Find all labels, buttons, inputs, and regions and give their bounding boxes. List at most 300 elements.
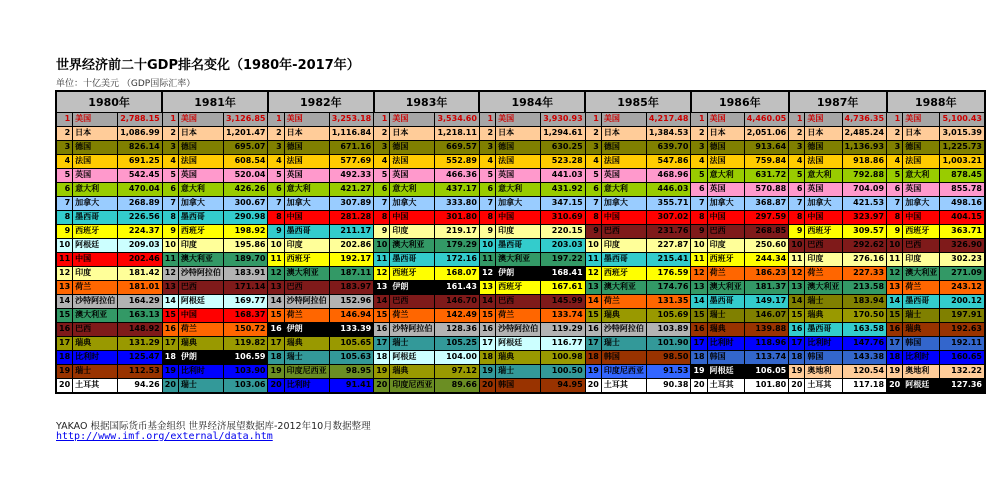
country-cell: 比利时 <box>707 337 744 351</box>
country-cell: 阿根廷 <box>390 351 435 365</box>
country-cell: 伊朗 <box>284 323 329 337</box>
value-cell: 547.86 <box>646 155 690 169</box>
value-cell: 301.80 <box>435 211 479 225</box>
country-cell: 中国 <box>707 211 744 225</box>
country-cell: 加拿大 <box>390 197 435 211</box>
rank-cell: 18 <box>691 351 707 365</box>
country-cell: 印度 <box>601 239 646 253</box>
value-cell: 89.66 <box>435 379 479 394</box>
value-cell: 4,736.35 <box>842 113 886 127</box>
value-cell: 691.25 <box>118 155 162 169</box>
value-cell: 224.37 <box>118 225 162 239</box>
rank-cell: 15 <box>585 309 601 323</box>
country-cell: 中国 <box>73 253 118 267</box>
table-row <box>56 169 985 183</box>
rank-cell: 17 <box>789 337 805 351</box>
rank-cell: 12 <box>374 267 390 281</box>
rank-cell: 6 <box>887 183 903 197</box>
rank-cell: 2 <box>162 127 178 141</box>
rank-cell: 1 <box>479 113 495 127</box>
country-cell: 巴西 <box>178 281 223 295</box>
country-cell: 墨西哥 <box>601 253 646 267</box>
year-header: 1987年 <box>789 91 887 113</box>
value-cell: 297.59 <box>744 211 788 225</box>
country-cell: 荷兰 <box>601 295 646 309</box>
value-cell: 183.91 <box>223 267 267 281</box>
unit-label: 单位：十亿美元 （GDP国际汇率） <box>56 79 196 89</box>
value-cell: 355.71 <box>646 197 690 211</box>
country-cell: 荷兰 <box>73 281 118 295</box>
country-cell: 法国 <box>496 155 541 169</box>
value-cell: 639.70 <box>646 141 690 155</box>
value-cell: 187.11 <box>329 267 373 281</box>
rank-cell: 15 <box>162 309 178 323</box>
value-cell: 307.02 <box>646 211 690 225</box>
country-cell: 巴西 <box>601 225 646 239</box>
value-cell: 152.96 <box>329 295 373 309</box>
rank-cell: 6 <box>789 183 805 197</box>
value-cell: 792.88 <box>842 169 886 183</box>
value-cell: 913.64 <box>744 141 788 155</box>
rank-cell: 12 <box>585 267 601 281</box>
rank-cell: 15 <box>374 309 390 323</box>
page-title: 世界经济前二十GDP排名变化（1980年-2017年） <box>56 58 360 73</box>
value-cell: 169.77 <box>223 295 267 309</box>
value-cell: 446.03 <box>646 183 690 197</box>
year-header: 1986年 <box>691 91 789 113</box>
table-row <box>56 337 985 351</box>
rank-cell: 4 <box>268 155 284 169</box>
value-cell: 104.00 <box>435 351 479 365</box>
value-cell: 326.90 <box>940 239 985 253</box>
rank-cell: 14 <box>691 295 707 309</box>
country-cell: 中国 <box>496 211 541 225</box>
country-cell: 印度 <box>73 267 118 281</box>
rank-cell: 11 <box>887 253 903 267</box>
value-cell: 128.36 <box>435 323 479 337</box>
value-cell: 120.54 <box>842 365 886 379</box>
rank-cell: 9 <box>887 225 903 239</box>
value-cell: 147.76 <box>842 337 886 351</box>
rank-cell: 20 <box>479 379 495 394</box>
country-cell: 美国 <box>496 113 541 127</box>
value-cell: 307.89 <box>329 197 373 211</box>
value-cell: 97.12 <box>435 365 479 379</box>
value-cell: 1,003.21 <box>940 155 985 169</box>
country-cell: 西班牙 <box>903 225 940 239</box>
rank-cell: 5 <box>268 169 284 183</box>
rank-cell: 2 <box>691 127 707 141</box>
rank-cell: 3 <box>268 141 284 155</box>
table-row <box>56 239 985 253</box>
rank-cell: 2 <box>268 127 284 141</box>
rank-cell: 19 <box>691 365 707 379</box>
country-cell: 德国 <box>601 141 646 155</box>
country-cell: 瑞士 <box>73 365 118 379</box>
value-cell: 368.87 <box>744 197 788 211</box>
rank-cell: 5 <box>374 169 390 183</box>
imf-data-link[interactable]: http://www.imf.org/external/data.htm <box>56 431 273 442</box>
country-cell: 日本 <box>903 127 940 141</box>
rank-cell: 17 <box>374 337 390 351</box>
value-cell: 292.62 <box>842 239 886 253</box>
rank-cell: 4 <box>887 155 903 169</box>
value-cell: 1,294.61 <box>541 127 585 141</box>
rank-cell: 9 <box>691 225 707 239</box>
rank-cell: 20 <box>56 379 73 394</box>
value-cell: 4,217.48 <box>646 113 690 127</box>
rank-cell: 17 <box>268 337 284 351</box>
rank-cell: 8 <box>479 211 495 225</box>
value-cell: 192.63 <box>940 323 985 337</box>
rank-cell: 20 <box>374 379 390 394</box>
country-cell: 西班牙 <box>601 267 646 281</box>
rank-cell: 1 <box>691 113 707 127</box>
value-cell: 211.17 <box>329 225 373 239</box>
year-header: 1980年 <box>56 91 162 113</box>
rank-cell: 4 <box>162 155 178 169</box>
country-cell: 荷兰 <box>284 309 329 323</box>
rank-cell: 3 <box>585 141 601 155</box>
rank-cell: 19 <box>374 365 390 379</box>
country-cell: 瑞典 <box>601 309 646 323</box>
rank-cell: 1 <box>162 113 178 127</box>
country-cell: 意大利 <box>805 169 842 183</box>
value-cell: 426.26 <box>223 183 267 197</box>
country-cell: 巴西 <box>73 323 118 337</box>
value-cell: 172.16 <box>435 253 479 267</box>
rank-cell: 16 <box>268 323 284 337</box>
value-cell: 118.96 <box>744 337 788 351</box>
value-cell: 3,015.39 <box>940 127 985 141</box>
value-cell: 171.14 <box>223 281 267 295</box>
rank-cell: 15 <box>479 309 495 323</box>
country-cell: 加拿大 <box>707 197 744 211</box>
value-cell: 220.15 <box>541 225 585 239</box>
rank-cell: 13 <box>789 281 805 295</box>
country-cell: 英国 <box>73 169 118 183</box>
country-cell: 巴西 <box>903 239 940 253</box>
country-cell: 法国 <box>284 155 329 169</box>
country-cell: 巴西 <box>805 239 842 253</box>
country-cell: 阿根廷 <box>903 379 940 394</box>
table-row <box>56 295 985 309</box>
value-cell: 3,253.18 <box>329 113 373 127</box>
value-cell: 132.22 <box>940 365 985 379</box>
country-cell: 瑞士 <box>903 309 940 323</box>
country-cell: 瑞士 <box>496 365 541 379</box>
value-cell: 103.89 <box>646 323 690 337</box>
country-cell: 瑞典 <box>178 337 223 351</box>
value-cell: 90.38 <box>646 379 690 394</box>
value-cell: 695.07 <box>223 141 267 155</box>
value-cell: 119.29 <box>541 323 585 337</box>
country-cell: 日本 <box>805 127 842 141</box>
country-cell: 加拿大 <box>805 197 842 211</box>
rank-cell: 20 <box>691 379 707 394</box>
year-header: 1984年 <box>479 91 585 113</box>
value-cell: 100.50 <box>541 365 585 379</box>
value-cell: 404.15 <box>940 211 985 225</box>
value-cell: 323.97 <box>842 211 886 225</box>
value-cell: 174.76 <box>646 281 690 295</box>
table-row <box>56 281 985 295</box>
value-cell: 3,930.93 <box>541 113 585 127</box>
rank-cell: 2 <box>374 127 390 141</box>
rank-cell: 15 <box>887 309 903 323</box>
value-cell: 192.11 <box>940 337 985 351</box>
table-row <box>56 211 985 225</box>
rank-cell: 6 <box>691 183 707 197</box>
rank-cell: 7 <box>789 197 805 211</box>
value-cell: 105.63 <box>329 351 373 365</box>
rank-cell: 10 <box>479 239 495 253</box>
rank-cell: 16 <box>789 323 805 337</box>
country-cell: 美国 <box>707 113 744 127</box>
value-cell: 437.17 <box>435 183 479 197</box>
country-cell: 巴西 <box>496 295 541 309</box>
country-cell: 瑞典 <box>707 323 744 337</box>
value-cell: 117.18 <box>842 379 886 394</box>
value-cell: 139.88 <box>744 323 788 337</box>
rank-cell: 1 <box>56 113 73 127</box>
country-cell: 法国 <box>805 155 842 169</box>
rank-cell: 17 <box>56 337 73 351</box>
rank-cell: 9 <box>789 225 805 239</box>
country-cell: 沙特阿拉伯 <box>178 267 223 281</box>
country-cell: 沙特阿拉伯 <box>284 295 329 309</box>
value-cell: 105.69 <box>646 309 690 323</box>
value-cell: 542.45 <box>118 169 162 183</box>
country-cell: 比利时 <box>178 365 223 379</box>
country-cell: 瑞典 <box>903 323 940 337</box>
value-cell: 94.95 <box>541 379 585 394</box>
rank-cell: 7 <box>479 197 495 211</box>
rank-cell: 11 <box>479 253 495 267</box>
table-row <box>56 183 985 197</box>
country-cell: 比利时 <box>284 379 329 394</box>
country-cell: 瑞士 <box>601 337 646 351</box>
value-cell: 3,534.60 <box>435 113 479 127</box>
value-cell: 671.16 <box>329 141 373 155</box>
table-row <box>56 365 985 379</box>
country-cell: 意大利 <box>73 183 118 197</box>
value-cell: 1,086.99 <box>118 127 162 141</box>
rank-cell: 17 <box>585 337 601 351</box>
country-cell: 日本 <box>707 127 744 141</box>
value-cell: 630.25 <box>541 141 585 155</box>
country-cell: 澳大利亚 <box>73 309 118 323</box>
rank-cell: 19 <box>887 365 903 379</box>
country-cell: 沙特阿拉伯 <box>601 323 646 337</box>
rank-cell: 17 <box>887 337 903 351</box>
table-header <box>56 91 985 113</box>
rank-cell: 8 <box>789 211 805 225</box>
rank-cell: 8 <box>374 211 390 225</box>
rank-cell: 18 <box>585 351 601 365</box>
rank-cell: 10 <box>585 239 601 253</box>
rank-cell: 6 <box>374 183 390 197</box>
source-note: YAKAO 根据国际货币基金组织 世界经济展望数据库-2012年10月数据整理 <box>56 421 371 432</box>
value-cell: 918.86 <box>842 155 886 169</box>
value-cell: 181.37 <box>744 281 788 295</box>
country-cell: 意大利 <box>707 169 744 183</box>
rank-cell: 11 <box>268 253 284 267</box>
country-cell: 法国 <box>707 155 744 169</box>
value-cell: 309.57 <box>842 225 886 239</box>
country-cell: 伊朗 <box>178 351 223 365</box>
country-cell: 澳大利亚 <box>601 281 646 295</box>
rank-cell: 10 <box>162 239 178 253</box>
value-cell: 227.33 <box>842 267 886 281</box>
country-cell: 加拿大 <box>73 197 118 211</box>
value-cell: 523.28 <box>541 155 585 169</box>
country-cell: 荷兰 <box>903 281 940 295</box>
value-cell: 347.15 <box>541 197 585 211</box>
rank-cell: 8 <box>585 211 601 225</box>
rank-cell: 13 <box>887 281 903 295</box>
rank-cell: 14 <box>479 295 495 309</box>
value-cell: 160.65 <box>940 351 985 365</box>
country-cell: 巴西 <box>707 225 744 239</box>
country-cell: 墨西哥 <box>178 211 223 225</box>
country-cell: 墨西哥 <box>390 253 435 267</box>
rank-cell: 9 <box>585 225 601 239</box>
value-cell: 608.54 <box>223 155 267 169</box>
rank-cell: 13 <box>374 281 390 295</box>
value-cell: 421.27 <box>329 183 373 197</box>
rank-cell: 18 <box>887 351 903 365</box>
value-cell: 192.17 <box>329 253 373 267</box>
value-cell: 227.87 <box>646 239 690 253</box>
value-cell: 145.99 <box>541 295 585 309</box>
table-row <box>56 127 985 141</box>
country-cell: 意大利 <box>390 183 435 197</box>
country-cell: 巴西 <box>390 295 435 309</box>
value-cell: 271.09 <box>940 267 985 281</box>
value-cell: 243.12 <box>940 281 985 295</box>
value-cell: 470.04 <box>118 183 162 197</box>
country-cell: 英国 <box>496 169 541 183</box>
table-row <box>56 197 985 211</box>
rank-cell: 14 <box>56 295 73 309</box>
value-cell: 181.01 <box>118 281 162 295</box>
value-cell: 161.43 <box>435 281 479 295</box>
rank-cell: 12 <box>691 267 707 281</box>
rank-cell: 3 <box>789 141 805 155</box>
value-cell: 552.89 <box>435 155 479 169</box>
country-cell: 荷兰 <box>390 309 435 323</box>
rank-cell: 7 <box>56 197 73 211</box>
rank-cell: 7 <box>162 197 178 211</box>
country-cell: 英国 <box>178 169 223 183</box>
value-cell: 103.90 <box>223 365 267 379</box>
country-cell: 德国 <box>73 141 118 155</box>
value-cell: 176.59 <box>646 267 690 281</box>
table-row <box>56 253 985 267</box>
year-header: 1985年 <box>585 91 691 113</box>
country-cell: 英国 <box>284 169 329 183</box>
table-row <box>56 225 985 239</box>
rank-cell: 9 <box>268 225 284 239</box>
rank-cell: 10 <box>268 239 284 253</box>
rank-cell: 1 <box>268 113 284 127</box>
value-cell: 2,051.06 <box>744 127 788 141</box>
value-cell: 441.03 <box>541 169 585 183</box>
value-cell: 163.58 <box>842 323 886 337</box>
value-cell: 163.13 <box>118 309 162 323</box>
rank-cell: 18 <box>162 351 178 365</box>
country-cell: 土耳其 <box>805 379 842 394</box>
country-cell: 意大利 <box>284 183 329 197</box>
country-cell: 墨西哥 <box>707 295 744 309</box>
value-cell: 209.03 <box>118 239 162 253</box>
country-cell: 澳大利亚 <box>903 267 940 281</box>
value-cell: 198.92 <box>223 225 267 239</box>
table-body <box>56 113 985 394</box>
rank-cell: 11 <box>56 253 73 267</box>
value-cell: 167.61 <box>541 281 585 295</box>
value-cell: 146.94 <box>329 309 373 323</box>
rank-cell: 8 <box>691 211 707 225</box>
country-cell: 加拿大 <box>178 197 223 211</box>
country-cell: 土耳其 <box>601 379 646 394</box>
rank-cell: 7 <box>691 197 707 211</box>
country-cell: 印度 <box>496 225 541 239</box>
country-cell: 英国 <box>601 169 646 183</box>
value-cell: 181.42 <box>118 267 162 281</box>
country-cell: 韩国 <box>601 351 646 365</box>
country-cell: 意大利 <box>178 183 223 197</box>
country-cell: 墨西哥 <box>496 239 541 253</box>
value-cell: 146.70 <box>435 295 479 309</box>
value-cell: 1,136.93 <box>842 141 886 155</box>
country-cell: 韩国 <box>707 351 744 365</box>
rank-cell: 5 <box>691 169 707 183</box>
value-cell: 4,460.05 <box>744 113 788 127</box>
rank-cell: 8 <box>268 211 284 225</box>
country-cell: 荷兰 <box>496 309 541 323</box>
country-cell: 韩国 <box>496 379 541 394</box>
rank-cell: 11 <box>789 253 805 267</box>
country-cell: 澳大利亚 <box>390 239 435 253</box>
table-row <box>56 155 985 169</box>
rank-cell: 18 <box>56 351 73 365</box>
value-cell: 168.37 <box>223 309 267 323</box>
value-cell: 3,126.85 <box>223 113 267 127</box>
rank-cell: 16 <box>887 323 903 337</box>
value-cell: 363.71 <box>940 225 985 239</box>
rank-cell: 4 <box>56 155 73 169</box>
rank-cell: 11 <box>162 253 178 267</box>
country-cell: 英国 <box>707 183 744 197</box>
rank-cell: 8 <box>56 211 73 225</box>
value-cell: 704.09 <box>842 183 886 197</box>
country-cell: 日本 <box>601 127 646 141</box>
value-cell: 855.78 <box>940 183 985 197</box>
rank-cell: 11 <box>585 253 601 267</box>
rank-cell: 16 <box>691 323 707 337</box>
value-cell: 168.41 <box>541 267 585 281</box>
country-cell: 日本 <box>73 127 118 141</box>
rank-cell: 1 <box>789 113 805 127</box>
value-cell: 310.69 <box>541 211 585 225</box>
country-cell: 中国 <box>284 211 329 225</box>
value-cell: 100.98 <box>541 351 585 365</box>
rank-cell: 2 <box>479 127 495 141</box>
rank-cell: 6 <box>585 183 601 197</box>
country-cell: 意大利 <box>903 169 940 183</box>
